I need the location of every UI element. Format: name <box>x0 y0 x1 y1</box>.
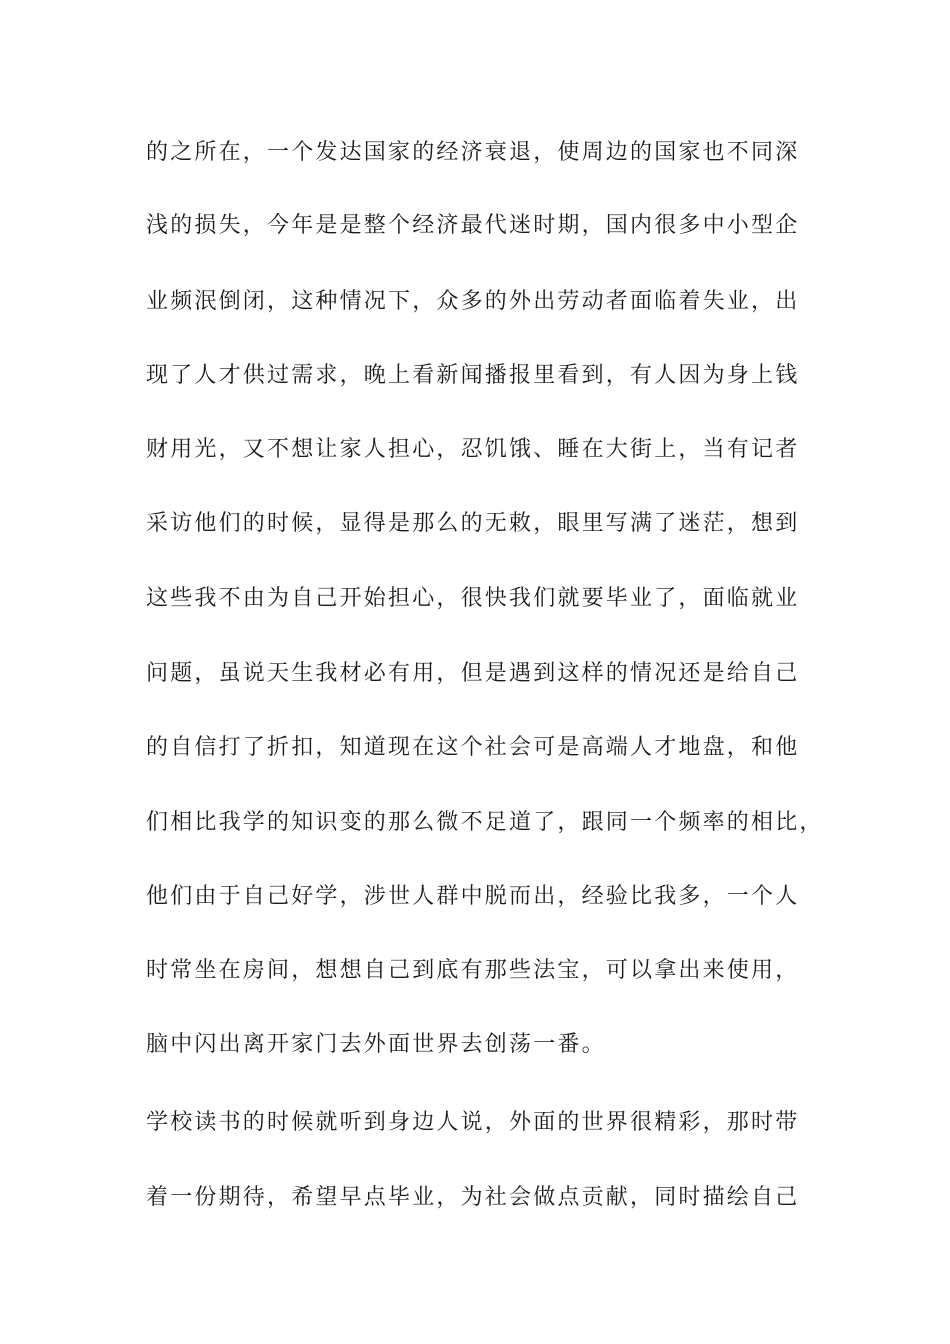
text-line: 着一份期待，希望早点毕业，为社会做点贡献，同时描绘自己 <box>146 1185 800 1210</box>
text-line: 他们由于自己好学，涉世人群中脱而出，经验比我多，一个人 <box>146 884 800 909</box>
text-line: 业频泯倒闭，这种情况下，众多的外出劳动者面临着失业，出 <box>146 289 800 314</box>
text-line: 采访他们的时候，显得是那么的无敕，眼里写满了迷茫，想到 <box>146 511 800 536</box>
text-line: 浅的损失，今年是是整个经济最代迷时期，国内很多中小型企 <box>146 213 800 238</box>
text-line: 的自信打了折扣，知道现在这个社会可是高端人才地盘，和他 <box>146 735 800 760</box>
text-line: 们相比我学的知识变的那么微不足道了，跟同一个频率的相比， <box>146 810 824 835</box>
text-line: 现了人才供过需求，晚上看新闻播报里看到，有人因为身上钱 <box>146 363 800 388</box>
text-line: 的之所在，一个发达国家的经济衰退，使周边的国家也不同深 <box>146 140 800 165</box>
text-line: 时常坐在房间，想想自己到底有那些法宝，可以拿出来使用， <box>146 958 800 983</box>
text-line: 学校读书的时候就听到身边人说，外面的世界很精彩，那时带 <box>146 1110 800 1135</box>
text-line: 财用光，又不想让家人担心，忍饥饿、睡在大街上，当有记者 <box>146 437 800 462</box>
text-line: 脑中闪出离开家门去外面世界去创荡一番。 <box>146 1032 606 1057</box>
text-line: 问题，虽说天生我材必有用，但是遇到这样的情况还是给自己 <box>146 661 800 686</box>
text-line: 这些我不由为自己开始担心，很快我们就要毕业了，面临就业 <box>146 586 800 611</box>
